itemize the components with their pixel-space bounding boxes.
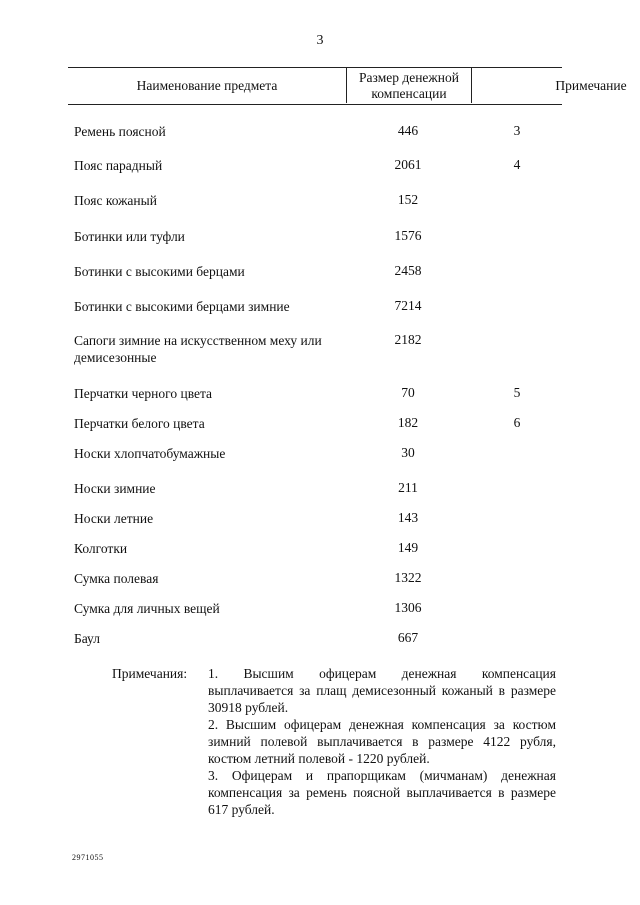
item-name: Сумка для личных вещей	[74, 601, 220, 616]
item-note: 6	[513, 415, 521, 430]
note-item: 1. Высшим офицерам денежная компенсация выплачивается за плащ демисезонный кожаный в размере 30918 рублей.	[208, 666, 556, 715]
note-item: 2. Высшим офицерам денежная компенсация за костюм зимний полевой выплачивается в размере 4122 рубля, костюм летний полевой - 1220 рублей.	[208, 717, 556, 766]
header-note: Примечание	[555, 78, 627, 93]
item-name: Ремень поясной	[74, 124, 166, 139]
item-amount: 1306	[394, 600, 422, 615]
page-number: 3	[316, 33, 324, 48]
item-name: Ботинки с высокими берцами	[74, 264, 245, 279]
item-name: Носки хлопчатобумажные	[74, 446, 226, 461]
item-name: Перчатки белого цвета	[74, 416, 205, 431]
table-header	[68, 67, 627, 105]
header-item-name: Наименование предмета	[136, 78, 278, 93]
item-amount: 149	[397, 540, 419, 555]
item-name: Сумка полевая	[74, 571, 159, 586]
item-note: 3	[513, 123, 521, 138]
item-amount: 143	[397, 510, 419, 525]
item-name: Ботинки с высокими берцами зимние	[74, 299, 290, 314]
item-amount: 70	[401, 385, 415, 400]
notes-list	[208, 665, 556, 818]
item-name: Перчатки черного цвета	[74, 386, 213, 401]
header-amount	[346, 67, 472, 103]
item-amount: 211	[398, 480, 418, 495]
item-amount: 2458	[394, 263, 422, 278]
item-name: Колготки	[74, 541, 128, 556]
item-name: Баул	[74, 631, 100, 646]
item-amount: 30	[401, 445, 415, 460]
item-name: Носки летние	[74, 511, 154, 526]
item-name: Пояс кожаный	[74, 193, 157, 208]
item-name: Сапоги зимние на искусственном меху или демисезонные	[74, 333, 322, 365]
item-amount: 446	[397, 123, 419, 138]
item-amount: 2061	[394, 157, 422, 172]
item-amount: 667	[397, 630, 419, 645]
item-amount: 1576	[394, 228, 422, 243]
notes-label: Примечания:	[112, 666, 188, 681]
header-amount-line2: компенсации	[371, 86, 447, 101]
item-name: Носки зимние	[74, 481, 156, 496]
item-note: 4	[513, 157, 521, 172]
item-amount: 2182	[394, 332, 422, 347]
item-note: 5	[513, 385, 521, 400]
note-item: 3. Офицерам и прапорщикам (мичманам) денежная компенсация за ремень поясной выплачивается в размере 617 рублей.	[208, 768, 556, 817]
document-code: 2971055	[72, 853, 104, 862]
item-amount: 182	[397, 415, 419, 430]
item-amount: 1322	[394, 570, 422, 585]
item-name: Ботинки или туфли	[74, 229, 185, 244]
item-amount: 152	[397, 192, 419, 207]
item-amount: 7214	[394, 298, 422, 313]
item-name: Пояс парадный	[74, 158, 163, 173]
header-amount-line1: Размер денежной	[359, 70, 459, 85]
